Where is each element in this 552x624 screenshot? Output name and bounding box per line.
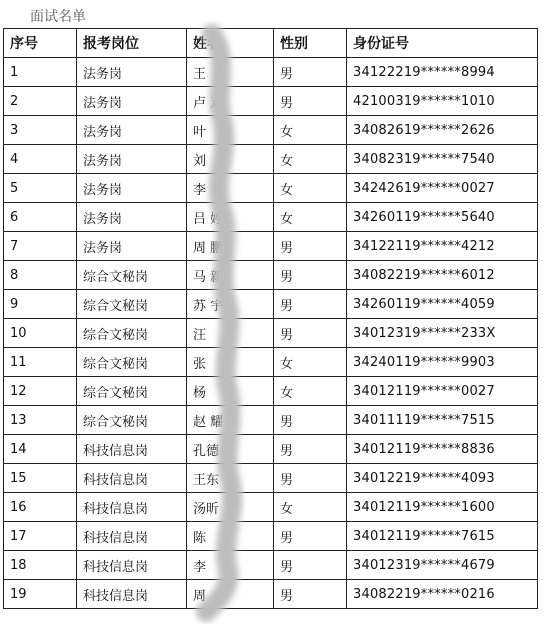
- cell-name: 马 新: [187, 261, 274, 290]
- header-gender: 性别: [274, 29, 347, 58]
- cell-number: 19: [4, 580, 77, 609]
- cell-gender: 女: [274, 145, 347, 174]
- table-row: [4, 493, 538, 522]
- cell-post: 法务岗: [77, 232, 187, 261]
- table-row: [4, 551, 538, 580]
- cell-post: 科技信息岗: [77, 522, 187, 551]
- header-id-number: 身份证号: [347, 29, 538, 58]
- cell-number: 1: [4, 58, 77, 87]
- table-header-row: [4, 29, 538, 58]
- table-row: [4, 87, 538, 116]
- cell-id-number: 34012319******233X: [347, 319, 538, 348]
- cell-gender: 男: [274, 58, 347, 87]
- cell-name: 李: [187, 551, 274, 580]
- cell-id-number: 34260119******4059: [347, 290, 538, 319]
- cell-number: 18: [4, 551, 77, 580]
- cell-id-number: 34082319******7540: [347, 145, 538, 174]
- cell-post: 科技信息岗: [77, 435, 187, 464]
- cell-post: 综合文秘岗: [77, 319, 187, 348]
- cell-post: 科技信息岗: [77, 464, 187, 493]
- cell-gender: 女: [274, 116, 347, 145]
- cell-id-number: 34122219******8994: [347, 58, 538, 87]
- table-row: [4, 464, 538, 493]
- cell-id-number: 34240119******9903: [347, 348, 538, 377]
- cell-name: 李: [187, 174, 274, 203]
- cell-number: 17: [4, 522, 77, 551]
- cell-number: 3: [4, 116, 77, 145]
- document-caption: 面试名单: [30, 9, 86, 25]
- cell-name: 叶: [187, 116, 274, 145]
- cell-gender: 男: [274, 319, 347, 348]
- cell-id-number: 34122119******4212: [347, 232, 538, 261]
- cell-id-number: 34012219******4093: [347, 464, 538, 493]
- header-post: 报考岗位: [77, 29, 187, 58]
- table-body: [4, 58, 538, 609]
- cell-post: 综合文秘岗: [77, 261, 187, 290]
- cell-gender: 男: [274, 522, 347, 551]
- table-row: [4, 319, 538, 348]
- table-row: [4, 580, 538, 609]
- cell-id-number: 34082219******6012: [347, 261, 538, 290]
- cell-name: 吕 婷: [187, 203, 274, 232]
- table-row: [4, 174, 538, 203]
- table-row: [4, 232, 538, 261]
- cell-gender: 女: [274, 203, 347, 232]
- cell-id-number: 34260119******5640: [347, 203, 538, 232]
- table-row: [4, 406, 538, 435]
- cell-post: 科技信息岗: [77, 551, 187, 580]
- cell-number: 9: [4, 290, 77, 319]
- table-row: [4, 116, 538, 145]
- cell-name: 汪: [187, 319, 274, 348]
- table-row: [4, 261, 538, 290]
- cell-post: 科技信息岗: [77, 580, 187, 609]
- cell-number: 16: [4, 493, 77, 522]
- cell-gender: 女: [274, 174, 347, 203]
- cell-gender: 男: [274, 290, 347, 319]
- cell-name: 孔德: [187, 435, 274, 464]
- cell-gender: 男: [274, 406, 347, 435]
- cell-name: 赵 耀: [187, 406, 274, 435]
- cell-gender: 女: [274, 377, 347, 406]
- cell-id-number: 34082219******0216: [347, 580, 538, 609]
- cell-number: 11: [4, 348, 77, 377]
- cell-post: 法务岗: [77, 203, 187, 232]
- table-row: [4, 348, 538, 377]
- cell-name: 王: [187, 58, 274, 87]
- cell-gender: 男: [274, 435, 347, 464]
- table-row: [4, 145, 538, 174]
- cell-gender: 女: [274, 493, 347, 522]
- cell-post: 法务岗: [77, 145, 187, 174]
- cell-number: 8: [4, 261, 77, 290]
- cell-number: 14: [4, 435, 77, 464]
- interview-roster-table: [3, 28, 538, 609]
- cell-post: 综合文秘岗: [77, 377, 187, 406]
- cell-id-number: 34012119******7615: [347, 522, 538, 551]
- cell-name: 刘: [187, 145, 274, 174]
- cell-name: 王东: [187, 464, 274, 493]
- table-row: [4, 290, 538, 319]
- cell-post: 综合文秘岗: [77, 290, 187, 319]
- cell-id-number: 34012119******0027: [347, 377, 538, 406]
- cell-name: 周 鹏: [187, 232, 274, 261]
- cell-post: 综合文秘岗: [77, 348, 187, 377]
- cell-post: 法务岗: [77, 58, 187, 87]
- cell-number: 7: [4, 232, 77, 261]
- cell-gender: 男: [274, 261, 347, 290]
- cell-gender: 男: [274, 551, 347, 580]
- cell-name: 卢 双: [187, 87, 274, 116]
- cell-post: 法务岗: [77, 87, 187, 116]
- cell-post: 法务岗: [77, 174, 187, 203]
- table-row: [4, 377, 538, 406]
- cell-number: 15: [4, 464, 77, 493]
- cell-id-number: 34242619******0027: [347, 174, 538, 203]
- table-row: [4, 522, 538, 551]
- cell-name: 汤昕: [187, 493, 274, 522]
- cell-number: 12: [4, 377, 77, 406]
- table-row: [4, 203, 538, 232]
- cell-gender: 男: [274, 464, 347, 493]
- table-row: [4, 58, 538, 87]
- cell-gender: 男: [274, 232, 347, 261]
- table-row: [4, 435, 538, 464]
- header-number: 序号: [4, 29, 77, 58]
- cell-gender: 男: [274, 580, 347, 609]
- cell-gender: 女: [274, 348, 347, 377]
- cell-id-number: 34082619******2626: [347, 116, 538, 145]
- cell-id-number: 34012119******1600: [347, 493, 538, 522]
- cell-id-number: 42100319******1010: [347, 87, 538, 116]
- cell-name: 陈: [187, 522, 274, 551]
- cell-post: 综合文秘岗: [77, 406, 187, 435]
- cell-number: 2: [4, 87, 77, 116]
- cell-id-number: 34012319******4679: [347, 551, 538, 580]
- header-name: 姓名: [187, 29, 274, 58]
- cell-gender: 男: [274, 87, 347, 116]
- cell-number: 5: [4, 174, 77, 203]
- cell-number: 10: [4, 319, 77, 348]
- cell-id-number: 34011119******7515: [347, 406, 538, 435]
- cell-post: 法务岗: [77, 116, 187, 145]
- cell-name: 周: [187, 580, 274, 609]
- cell-name: 杨: [187, 377, 274, 406]
- cell-number: 6: [4, 203, 77, 232]
- cell-number: 13: [4, 406, 77, 435]
- cell-name: 张: [187, 348, 274, 377]
- cell-number: 4: [4, 145, 77, 174]
- cell-id-number: 34012119******8836: [347, 435, 538, 464]
- cell-post: 科技信息岗: [77, 493, 187, 522]
- cell-name: 苏 宇: [187, 290, 274, 319]
